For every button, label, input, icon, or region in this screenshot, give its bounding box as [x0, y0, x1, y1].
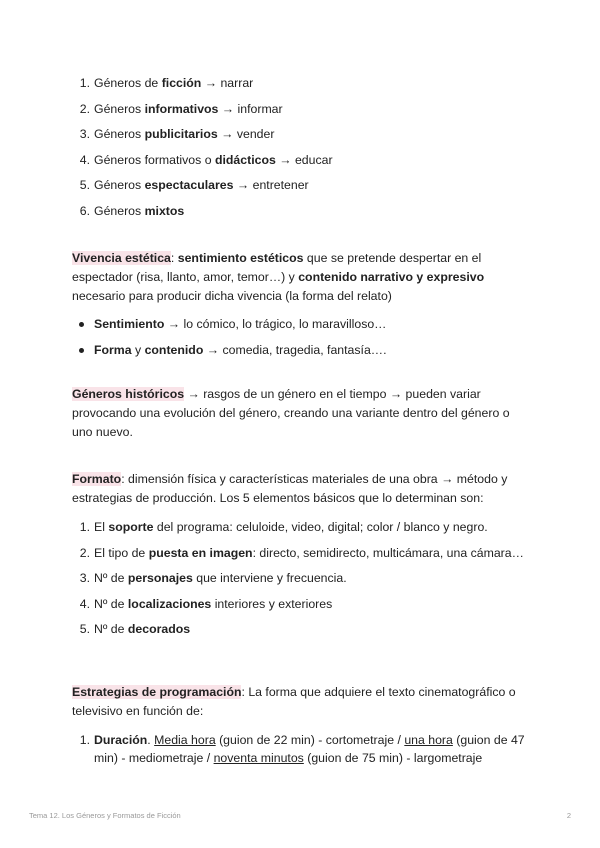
formato-paragraph: Formato: dimensión física y características materiales de una obra → método y estrategias de producción. Los 5 elementos básicos que lo determinan son: — [72, 472, 508, 505]
vivencia-section — [72, 249, 532, 366]
footer-title: Tema 12. Los Géneros y Formatos de Ficción — [29, 811, 181, 820]
list-item: 5. Géneros espectaculares → entretener — [79, 178, 309, 192]
list-item: 1. Géneros de ficción → narrar — [79, 76, 254, 90]
vivencia-bullets — [72, 315, 532, 359]
list-item: 5. Nº de decorados — [79, 622, 191, 636]
historicos-paragraph: Géneros históricos → rasgos de un género en el tiempo → pueden variar provocando una evolución del género, creando una variante dentro del género o uno nuevo. — [72, 387, 510, 439]
list-item: 1. El soporte del programa: celuloide, video, digital; color / blanco y negro. — [79, 520, 488, 534]
list-item: 6. Géneros mixtos — [79, 203, 185, 218]
list-item: 3. Géneros publicitarios → vender — [79, 127, 275, 141]
bullet-icon — [79, 322, 84, 327]
list-item: Sentimiento → lo cómico, lo trágico, lo maravilloso… — [72, 315, 532, 333]
vivencia-paragraph: Vivencia estética: sentimiento estéticos que se pretende despertar en el espectador (risa, llanto, amor, temor…) y contenido narrativo y expresivo necesario para producir dicha vivencia (la forma del relato) — [72, 251, 485, 303]
list-item: Forma y contenido → comedia, tragedia, fantasía…. — [72, 341, 532, 359]
list-item: 1. Duración. Media hora (guion de 22 min) - cortometraje / una hora (guion de 47 min) - mediometraje / noventa minutos (guion de 75 min) - largometraje — [79, 733, 525, 765]
estrategias-paragraph: Estrategias de programación: La forma que adquiere el texto cinematográfico o televisivo en función de: — [72, 685, 516, 718]
historicos-section — [72, 385, 532, 442]
estrategias-list — [72, 731, 532, 767]
bullet-icon — [79, 348, 84, 353]
formato-list — [72, 518, 532, 638]
page-number: 2 — [566, 811, 571, 820]
list-item: 2. El tipo de puesta en imagen: directo, semidirecto, multicámara, una cámara… — [79, 545, 524, 560]
list-item: 2. Géneros informativos → informar — [79, 101, 283, 116]
list-item: 4. Géneros formativos o didácticos → educar — [79, 152, 333, 167]
page-footer — [29, 811, 571, 820]
generos-list — [72, 74, 532, 227]
formato-section — [72, 470, 532, 646]
list-item: 3. Nº de personajes que interviene y frecuencia. — [79, 571, 347, 585]
estrategias-section — [72, 683, 532, 775]
list-item: 4. Nº de localizaciones interiores y exteriores — [79, 596, 333, 611]
